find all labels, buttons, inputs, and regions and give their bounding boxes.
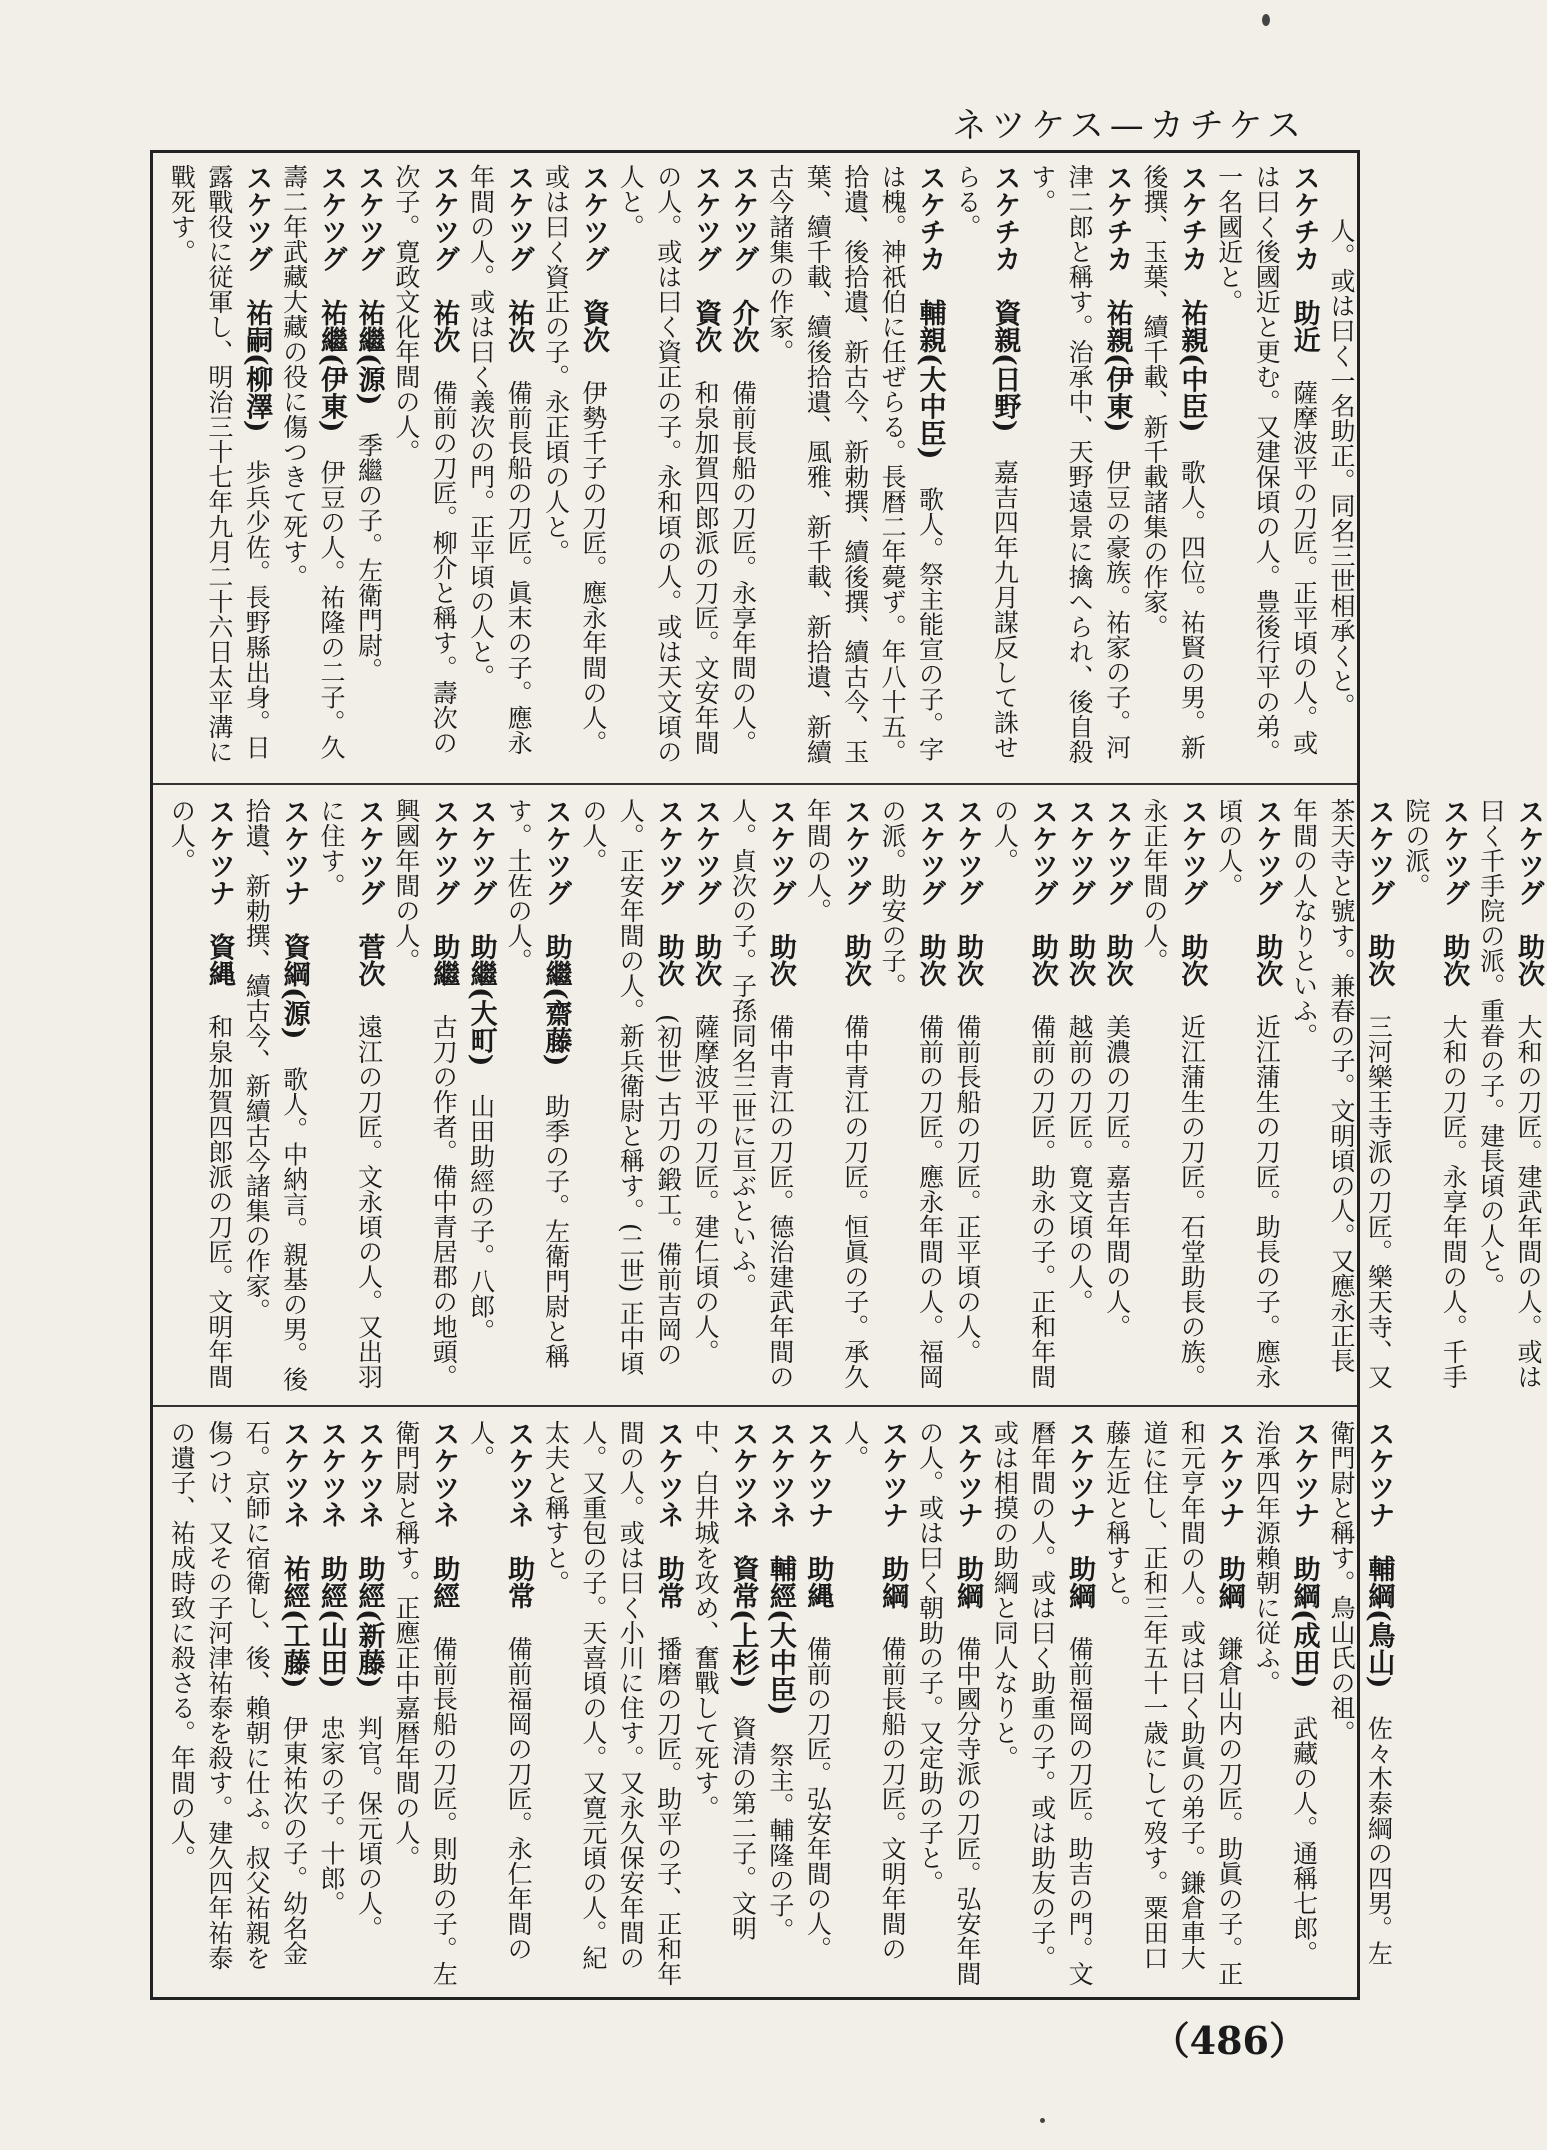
dictionary-entry	[1472, 798, 1547, 1392]
entry-description: 備前の刀匠。應永年間の人。福岡の派。助安の子。	[878, 798, 945, 1389]
entry-name: 資次	[577, 299, 609, 353]
dictionary-entry	[762, 164, 949, 771]
entry-reading: スケツグ	[1363, 798, 1395, 906]
entry-band-bottom	[153, 1412, 1395, 1995]
entry-reading: スケツグ	[764, 798, 796, 906]
entry-description: 助季の子。左衛門尉と稱す。土佐の人。	[504, 798, 571, 1369]
entry-name: 資親(日野)	[989, 299, 1021, 433]
entry-reading: スケチカ	[914, 164, 946, 272]
entry-name: 助次	[1251, 933, 1283, 987]
dictionary-entry	[1248, 1420, 1323, 1987]
dictionary-entry	[500, 798, 575, 1392]
entry-reading: スケツグ	[428, 798, 460, 906]
entry-reading: スケツグ	[839, 798, 871, 906]
entry-reading: スケツグ	[914, 798, 946, 906]
entry-reading: スケツナ	[1064, 1420, 1096, 1528]
dictionary-entry	[462, 1420, 537, 1987]
entry-name: 助經	[428, 1555, 460, 1609]
entry-description: 嘉吉四年九月謀反して誅せらる。	[952, 164, 1020, 760]
dictionary-entry	[387, 1420, 462, 1987]
dictionary-entry	[1210, 798, 1285, 1392]
entry-name: 助次	[1026, 933, 1058, 987]
entry-description: 大和の刀匠。永享年間の人。千手院の派。	[1401, 798, 1469, 1389]
entry-name: 助近	[1288, 299, 1320, 353]
dictionary-entry	[1397, 798, 1472, 1392]
entry-reading: スケツナ	[278, 798, 310, 906]
entry-description: 祭主。輔隆の子。	[765, 1742, 795, 1943]
dictionary-entry	[1136, 798, 1211, 1392]
dictionary-entry	[949, 164, 1024, 771]
dictionary-entry	[537, 164, 612, 771]
entry-reading: スケツグ	[465, 798, 497, 906]
entry-description: 備前福岡の刀匠。助吉の門。文曆年間の人。或は曰く助重の子。或は助友の子。或は相摸の助綱と同人なりと。	[990, 1420, 1095, 1986]
entry-reading: スケツグ	[951, 798, 983, 906]
entry-name: 助次	[1513, 933, 1545, 987]
entry-name: 助次	[1064, 933, 1096, 987]
entry-reading: スケツグ	[503, 164, 535, 272]
dictionary-entry	[612, 164, 724, 771]
entry-name: 祐經(工藤)	[278, 1555, 310, 1689]
entry-reading: スケツグ	[241, 164, 273, 272]
entry-name: 助縄	[802, 1555, 834, 1609]
entry-reading: スケツグ	[1513, 798, 1545, 906]
dictionary-entry	[1098, 1420, 1248, 1987]
entry-name: 輔經(大中臣)	[764, 1555, 796, 1716]
section-divider	[153, 1405, 1357, 1407]
entry-reading: スケツナ	[877, 1420, 909, 1528]
entry-description: 三河樂王寺派の刀匠。樂天寺、又茶天寺と號す。兼春の子。文明頃の人。又應永正長年間の人なりといふ。	[1289, 798, 1394, 1389]
entry-name: 資綱(源)	[278, 933, 310, 1040]
entry-description: 伊勢千子の刀匠。應永年間の人。或は曰く資正の子。永正頃の人と。	[541, 164, 608, 755]
dictionary-entry	[1323, 1420, 1398, 1987]
entry-reading: スケツグ	[652, 798, 684, 906]
entry-band-middle	[153, 790, 1545, 1400]
entry-description: 佐々木泰綱の四男。左衛門尉と稱す。鳥山氏の祖。	[1327, 1420, 1394, 1966]
dictionary-entry	[574, 798, 686, 1392]
entry-description: 忠家の子。十郎。	[317, 1715, 347, 1916]
entry-description: 備中國分寺派の刀匠。弘安年間の人。或は曰く朝助の子。又定助の子と。	[915, 1420, 982, 1986]
dictionary-entry	[986, 1420, 1098, 1987]
entry-name: 輔親(大中臣)	[914, 299, 946, 460]
entry-name: 助繼(齋藤)	[540, 933, 572, 1067]
entry-description: 武藏の人。通稱七郎。治承四年源賴朝に従ふ。	[1252, 1420, 1319, 1966]
dictionary-entry	[799, 798, 874, 1392]
entry-description: 古刀の作者。備中青居郡の地頭。興國年間の人。	[391, 798, 459, 1389]
entry-name: 助次	[1438, 933, 1470, 987]
entry-description: 季繼の子。左衛門尉。	[354, 432, 384, 683]
entry-name: 祐嗣(柳澤)	[241, 299, 273, 433]
dictionary-entry	[949, 798, 986, 1392]
dictionary-entry	[799, 1420, 836, 1987]
entry-reading: スケツグ	[428, 164, 460, 272]
entry-description: 備前長船の刀匠。正平頃の人。	[952, 1014, 982, 1364]
dictionary-entry	[163, 798, 238, 1392]
dictionary-entry	[350, 164, 387, 771]
entry-reading: スケツネ	[428, 1420, 460, 1528]
entry-name: 助綱	[951, 1555, 983, 1609]
entry-name: 菅次	[353, 933, 385, 987]
dictionary-entry	[387, 798, 462, 1392]
entry-description: 播磨の刀匠。助平の子、正和年間の人。或は曰く小川に住す。又永久保安年間の人。又重包の子。天喜頃の人。又寛元頃の人。紀太夫と稱すと。	[541, 1420, 683, 1986]
entry-description: 歌人。四位。祐賢の男。新後撰、玉葉、續千載、新千載諸集の作家。	[1139, 164, 1207, 760]
entry-band-top	[153, 156, 1357, 779]
entry-reading: スケツグ	[316, 164, 348, 272]
entry-name: 祐次	[503, 299, 535, 353]
entry-name: 助綱	[877, 1555, 909, 1609]
entry-reading: スケツナ	[1213, 1420, 1245, 1528]
dictionary-entry	[462, 798, 499, 1392]
entry-name: 祐繼(源)	[353, 299, 385, 406]
dictionary-entry	[1285, 798, 1397, 1392]
entry-reading: スケツナ	[203, 798, 235, 906]
entry-reading: スケツネ	[652, 1420, 684, 1528]
entry-reading: スケチカ	[1176, 164, 1208, 272]
entry-name: 助次	[652, 933, 684, 987]
entry-reading: スケチカ	[989, 164, 1021, 272]
entry-description: 資清の第二子。文明中、白井城を攻め、奮戰して死す。	[691, 1420, 758, 1941]
entry-description: 判官。保元頃の人。	[354, 1715, 384, 1941]
page-number: （486）	[1151, 2018, 1307, 2063]
entry-description: 近江蒲生の刀匠。助長の子。應永頃の人。	[1214, 798, 1282, 1389]
entry-description: 山田助經の子。八郎。	[466, 1093, 496, 1344]
entry-reading: スケツグ	[1101, 798, 1133, 906]
entry-name: 助繼	[428, 933, 460, 987]
entry-reading: スケツグ	[1026, 798, 1058, 906]
entry-name: 助次	[914, 933, 946, 987]
entry-description: 鎌倉山内の刀匠。助眞の子。正和元亨年間の人。或は曰く助眞の弟子。鎌倉車大道に住し、正和三年五十一歳にして歿す。粟田口藤左近と稱すと。	[1102, 1420, 1244, 1986]
dictionary-entry	[163, 164, 275, 771]
entry-reading: スケツナ	[951, 1420, 983, 1528]
print-speck	[1262, 14, 1270, 26]
entry-reading: スケツグ	[1176, 798, 1208, 906]
entry-name: 助次	[1101, 933, 1133, 987]
entry-reading: スケツナ	[1288, 1420, 1320, 1528]
entry-name: 祐次	[428, 299, 460, 353]
entry-description: 伊東祐次の子。幼名金石。京師に宿衛し、後、賴朝に仕ふ。叔父祐親を傷つけ、又その子河津祐泰を殺す。建久四年祐泰の遺子、祐成時致に殺さる。年間の人。	[167, 1420, 309, 1970]
entry-description: 大和の刀匠。建武年間の人。或は曰く千手院の派。重眷の子。建長頃の人と。	[1476, 798, 1544, 1389]
entry-name: 助綱	[1064, 1555, 1096, 1609]
entry-reading: スケツグ	[577, 164, 609, 272]
entry-description: 歌人。中納言。親基の男。後拾遺、新勅撰、續古今、新續古今諸集の作家。	[242, 798, 309, 1392]
entry-reading: スケツネ	[764, 1420, 796, 1528]
entry-description: 和泉加賀四郎派の刀匠。文明年間の人。	[167, 798, 234, 1389]
entry-name: 助常	[652, 1555, 684, 1609]
dictionary-entry	[1061, 798, 1098, 1392]
entry-name: 祐繼(伊東)	[316, 299, 348, 433]
entry-name: 輔綱(鳥山)	[1363, 1555, 1395, 1689]
entry-name: 助次	[951, 933, 983, 987]
dictionary-entry	[238, 798, 313, 1392]
entry-description: 備前の刀匠。柳介と稱す。壽次の次子。寛政文化年間の人。	[391, 164, 459, 755]
entry-reading: スケツグ	[540, 798, 572, 906]
entry-description: 人。或は曰く一名助正。同名三世相承くと。	[1327, 218, 1356, 718]
entry-name: 助經(新藤)	[353, 1555, 385, 1689]
dictionary-entry	[911, 1420, 986, 1987]
dictionary-entry	[1323, 164, 1360, 771]
entry-description: 歩兵少佐。長野縣出身。日露戰役に従軍し、明治三十七年九月二十六日太平溝に戰死す。	[167, 164, 272, 764]
entry-name: 資常(上杉)	[727, 1555, 759, 1689]
dictionary-entry	[836, 1420, 911, 1987]
running-head: ネツケス—カチケス	[952, 106, 1307, 146]
entry-name: 資次	[690, 299, 722, 353]
entry-description: 備前長船の刀匠。永享年間の人。	[728, 380, 758, 755]
entry-reading: スケツネ	[727, 1420, 759, 1528]
entry-name: 助繼(大町)	[465, 933, 497, 1067]
entry-reading: スケツネ	[503, 1420, 535, 1528]
dictionary-entry	[1098, 798, 1135, 1392]
entry-description: 備前長船の刀匠。文明年間の人。	[840, 1420, 908, 1961]
entry-description: 薩摩波平の刀匠。正平頃の人。或は曰く後國近と更む。又建保頃の人。豊後行平の弟。一名國近と。	[1214, 164, 1319, 764]
print-speck	[1040, 2118, 1045, 2123]
dictionary-entry	[1136, 164, 1211, 771]
entry-name: 祐親(伊東)	[1101, 299, 1133, 433]
dictionary-entry	[874, 798, 949, 1392]
entry-reading: スケツネ	[353, 1420, 385, 1528]
entry-column-flow	[163, 164, 1360, 771]
entry-reading: スケツグ	[690, 164, 722, 272]
dictionary-entry	[687, 1420, 762, 1987]
entry-column-flow	[163, 798, 1547, 1392]
entry-description: 備前長船の刀匠。眞末の子。應永年間の人。或は曰く義次の門。正平頃の人と。	[466, 164, 534, 755]
entry-reading: スケツナ	[1363, 1420, 1395, 1528]
dictionary-entry	[1210, 164, 1322, 771]
entry-reading: スケツグ	[727, 164, 759, 272]
entry-reading: スケツナ	[802, 1420, 834, 1528]
entry-name: 助經(山田)	[316, 1555, 348, 1689]
entry-description: 和泉加賀四郎派の刀匠。文安年間の人。或は曰く資正の子。永和頃の人。或は天文頃の人と。	[616, 164, 721, 764]
entry-reading: スケツグ	[1251, 798, 1283, 906]
entry-description: 備前福岡の刀匠。永仁年間の人。	[466, 1420, 534, 1961]
dictionary-entry	[1023, 164, 1135, 771]
entry-description: 備前の刀匠。弘安年間の人。	[803, 1636, 833, 1961]
entry-description: 備中青江の刀匠。德治建武年間の人。貞次の子。子孫同名三世に亘ぶといふ。	[728, 798, 795, 1389]
entry-column-flow	[163, 1420, 1397, 1987]
entry-name: 助綱	[1213, 1555, 1245, 1609]
entry-name: 助次	[839, 933, 871, 987]
entry-description: 美濃の刀匠。嘉吉年間の人。	[1102, 1014, 1132, 1339]
dictionary-entry	[387, 164, 462, 771]
dictionary-entry	[537, 1420, 687, 1987]
entry-name: 助次	[764, 933, 796, 987]
entry-description: 備前の刀匠。助永の子。正和年間の人。	[990, 798, 1057, 1389]
entry-reading: スケツグ	[1438, 798, 1470, 906]
entry-description: 越前の刀匠。寛文頃の人。	[1065, 1014, 1095, 1314]
entry-name: 助綱(成田)	[1288, 1555, 1320, 1689]
entry-reading: スケツグ	[1064, 798, 1096, 906]
entry-reading: スケツネ	[278, 1420, 310, 1528]
entry-description: 近江蒲生の刀匠。石堂助長の族。永正年間の人。	[1139, 798, 1207, 1389]
entry-description: (初世) 古刀の鍛工。備前吉岡の人。正安年間の人。新兵衛尉と稱す。(二世) 正中頃の人。	[578, 798, 683, 1376]
entry-reading: スケツグ	[690, 798, 722, 906]
entry-name: 介次	[727, 299, 759, 353]
entry-reading: スケツグ	[353, 798, 385, 906]
entry-name: 祐親(中臣)	[1176, 299, 1208, 433]
entry-name: 助次	[690, 933, 722, 987]
entry-description: 遠江の刀匠。文永頃の人。又出羽に住す。	[317, 798, 384, 1389]
dictionary-entry	[724, 164, 761, 771]
section-divider	[153, 783, 1357, 785]
entry-reading: スケツグ	[353, 164, 385, 272]
entry-reading: スケチカ	[1288, 164, 1320, 272]
entry-description: 伊豆の豪族。祐家の子。河津二郎と稱す。治承中、天野遠景に擒へられ、後自殺す。	[1027, 164, 1132, 764]
dictionary-entry	[724, 798, 799, 1392]
entry-name: 資縄	[203, 933, 235, 987]
entry-description: 薩摩波平の刀匠。建仁頃の人。	[691, 1014, 721, 1364]
entry-description: 伊豆の人。祐隆の二子。久壽二年武藏大藏の役に傷つきて死す。	[279, 164, 347, 760]
dictionary-entry	[462, 164, 537, 771]
entry-reading: スケチカ	[1101, 164, 1133, 272]
dictionary-entry	[762, 1420, 799, 1987]
dictionary-entry	[986, 798, 1061, 1392]
entry-description: 備中青江の刀匠。恒眞の子。承久年間の人。	[803, 798, 870, 1389]
dictionary-entry	[350, 1420, 387, 1987]
dictionary-entry	[275, 164, 350, 771]
entry-description: 歌人。祭主能宣の子。字は槐。神祇伯に任ぜらる。長暦二年薨ず。年八十五。拾遺、後拾遺、新古今、新勅撰、續後撰、續古今、玉葉、續千載、續後拾遺、風雅、新千載、新拾遺、新續古今諸集の作家。	[765, 164, 945, 764]
entry-name: 助次	[1363, 933, 1395, 987]
dictionary-entry	[687, 798, 724, 1392]
dictionary-entry	[313, 798, 388, 1392]
dictionary-entry	[313, 1420, 350, 1987]
dictionary-entry	[163, 1420, 313, 1987]
entry-name: 助常	[503, 1555, 535, 1609]
entry-reading: スケツネ	[316, 1420, 348, 1528]
entry-description: 備前長船の刀匠。則助の子。左衛門尉と稱す。正應正中嘉暦年間の人。	[391, 1420, 459, 1986]
entry-name: 助次	[1176, 933, 1208, 987]
